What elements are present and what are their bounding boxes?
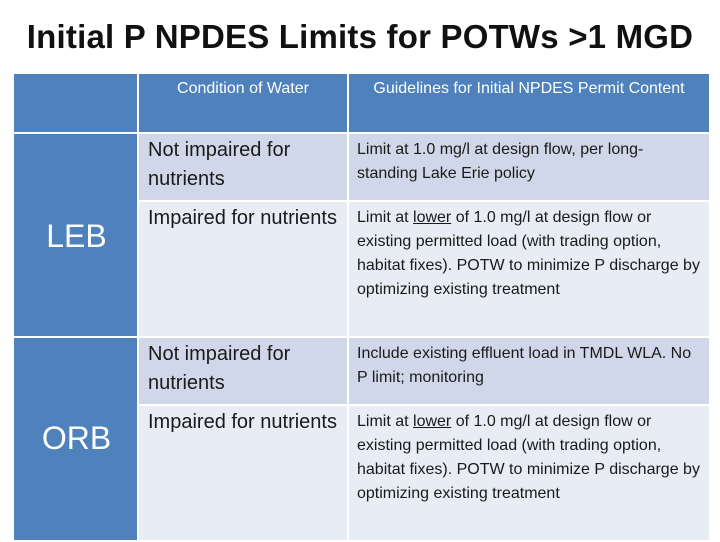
guideline-cell: Include existing effluent load in TMDL WLA. No P limit; monitoring — [348, 337, 710, 405]
group-orb-cell — [13, 337, 138, 541]
limits-table — [12, 72, 711, 542]
guideline-text-underlined: lower — [413, 209, 452, 226]
header-guidelines: Guidelines for Initial NPDES Permit Content — [348, 73, 710, 133]
guideline-text-post: of 1.0 mg/l at design flow or existing permitted load (with trading option, habitat fixes). POTW to minimize P discharge by optimizing existing treatment — [357, 209, 700, 298]
condition-cell: Not impaired for nutrients — [138, 337, 348, 405]
page-title: Initial P NPDES Limits for POTWs >1 MGD — [26, 18, 694, 55]
header-corner-cell — [13, 73, 138, 133]
guideline-cell: Limit at 1.0 mg/l at design flow, per long-standing Lake Erie policy — [348, 133, 710, 201]
group-leb-cell — [13, 133, 138, 337]
condition-cell: Not impaired for nutrients — [138, 133, 348, 201]
condition-cell: Impaired for nutrients — [138, 201, 348, 337]
condition-cell: Impaired for nutrients — [138, 405, 348, 541]
guideline-cell — [348, 405, 710, 541]
group-label-leb: LEB — [46, 218, 107, 254]
guideline-text-pre: Limit at — [357, 209, 414, 226]
guideline-text-pre: Limit at — [357, 413, 414, 430]
guideline-cell — [348, 201, 710, 337]
guideline-text-post: of 1.0 mg/l at design flow or existing permitted load (with trading option, habitat fixes). POTW to minimize P discharge by optimizing existing treatment — [357, 413, 700, 502]
guideline-text-underlined: lower — [413, 413, 452, 430]
group-label-orb: ORB — [41, 420, 112, 456]
header-condition: Condition of Water — [138, 73, 348, 133]
